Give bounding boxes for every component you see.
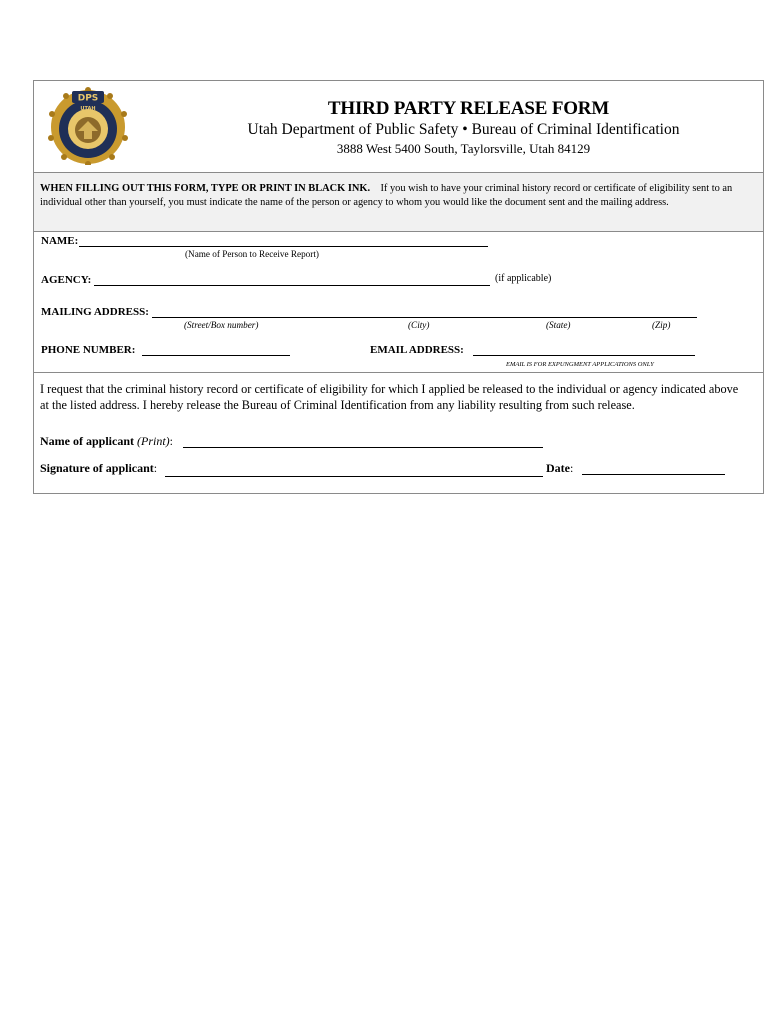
- release-form: [33, 80, 764, 494]
- instructions-text: [40, 182, 735, 210]
- email-address-label: EMAIL ADDRESS:: [370, 344, 464, 356]
- agency-hint: (if applicable): [495, 273, 552, 284]
- state-hint: (State): [546, 320, 571, 330]
- signature-field[interactable]: [165, 476, 543, 477]
- zip-hint: (Zip): [652, 320, 671, 330]
- instructions-bold: WHEN FILLING OUT THIS FORM, TYPE OR PRINT IN BLACK INK.: [40, 183, 371, 194]
- email-note: EMAIL IS FOR EXPUNGMENT APPLICATIONS ONLY: [506, 361, 654, 368]
- release-statement: I request that the criminal history record or certificate of eligibility for which I applied be released to the individual or agency indicated above at the listed address. I hereby release the Bureau of Criminal Identification from any liability resulting from such release.: [40, 382, 739, 412]
- email-address-field[interactable]: [473, 355, 695, 356]
- city-hint: (City): [408, 320, 430, 330]
- seal-text-top: DPS: [77, 93, 99, 104]
- organization-address: 3888 West 5400 South, Taylorsville, Utah 84129: [336, 141, 591, 156]
- dps-seal-logo: [48, 85, 128, 165]
- form-header: [34, 81, 763, 173]
- applicant-name-label: Name of applicant (Print):: [40, 434, 174, 448]
- phone-number-field[interactable]: [142, 355, 290, 356]
- signature-label: Signature of applicant:: [40, 461, 158, 475]
- phone-number-label: PHONE NUMBER:: [41, 344, 136, 356]
- date-field[interactable]: [582, 474, 725, 475]
- form-title: THIRD PARTY RELEASE FORM: [327, 98, 610, 119]
- recipient-fields: [34, 232, 763, 373]
- instructions-box: [34, 173, 763, 232]
- instructions-body: If you wish to have your criminal history record or certificate of eligibility sent to an individual other than yourself, you must indicate the name of the person or agency to whom you would like the document sent and the mailing address.: [40, 183, 733, 208]
- applicant-name-field[interactable]: [183, 447, 543, 448]
- name-field[interactable]: [79, 246, 488, 247]
- mailing-address-field[interactable]: [152, 317, 697, 318]
- agency-field[interactable]: [94, 285, 490, 286]
- street-hint: (Street/Box number): [184, 320, 259, 330]
- name-hint: (Name of Person to Receive Report): [185, 249, 319, 259]
- organization-name: Utah Department of Public Safety • Bureau of Criminal Identification: [247, 121, 680, 138]
- seal-text-band: UTAH: [80, 106, 96, 112]
- date-label: Date:: [546, 461, 574, 475]
- mailing-address-label: MAILING ADDRESS:: [41, 306, 149, 318]
- agency-label: AGENCY:: [41, 274, 92, 286]
- name-label: NAME:: [41, 235, 79, 247]
